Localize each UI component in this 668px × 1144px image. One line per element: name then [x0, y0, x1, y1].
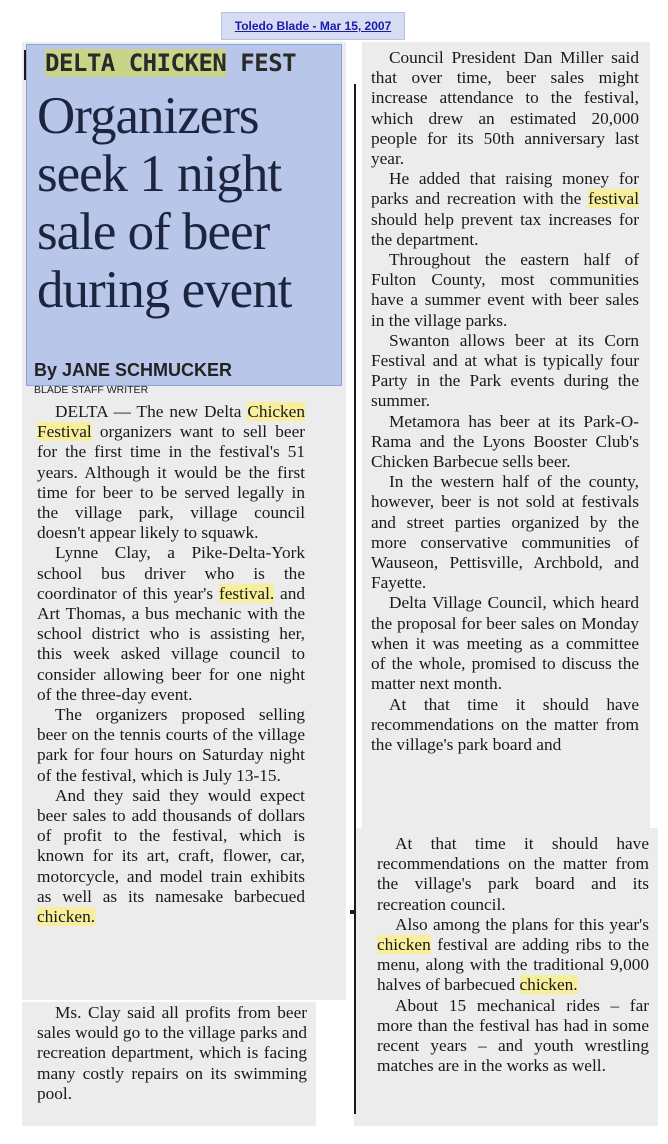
highlight: festival: [588, 189, 639, 209]
text: And they said they would expect beer sales to add thousands of dollars of profit to the festival, which is known for its art, craft, flower, car, motorcycle, and model train exhibits as well as its namesake barbecued: [37, 785, 305, 906]
paragraph: [37, 402, 305, 543]
paragraph: At that time it should have recommendations on the matter from the village's park board and: [371, 694, 639, 754]
text: Lynne Clay, a Pike-Delta-York school bus driver who is the coordinator of this year's: [37, 543, 305, 603]
column-rule-middle: [354, 84, 356, 1114]
headline-block: [26, 44, 342, 386]
kicker-rest: FEST: [226, 49, 297, 77]
highlight: Chicken Festival: [37, 402, 305, 442]
headline-line: sale of beer: [37, 203, 270, 261]
paragraph: Metamora has beer at its Park-O-Rama and the Lyons Booster Club's Chicken Barbecue sells beer.: [371, 411, 639, 472]
paragraph: [371, 169, 639, 250]
paragraph: About 15 mechanical rides – far more than the festival has had in some recent years – and youth wrestling matches are in the works as well.: [377, 995, 649, 1076]
paragraph: [37, 786, 305, 927]
headline-line: during event: [37, 261, 292, 319]
right-column: [371, 48, 639, 755]
right-column-continued: [377, 834, 649, 1076]
paragraph: Ms. Clay said all profits from beer sales would go to the village parks and recreation department, which is facing many costly repairs on its swimming pool.: [37, 1003, 307, 1103]
paragraph: Council President Dan Miller said that over time, beer sales might increase attendance to the festival, which drew an estimated 20,000 people for its 50th anniversary last year.: [371, 48, 639, 169]
highlight: chicken.: [37, 907, 96, 927]
source-link[interactable]: Toledo Blade - Mar 15, 2007: [221, 12, 405, 40]
text: and Art Thomas, a bus mechanic with the school district who is assisting her, this week asked village council to consider allowing beer for one night of the three-day event.: [37, 583, 305, 704]
text: He added that raising money for parks and recreation with the: [371, 169, 639, 209]
highlight: chicken.: [519, 975, 578, 995]
text: Also among the plans for this year's: [395, 914, 649, 934]
paragraph: The organizers proposed selling beer on the tennis courts of the village park for four hours on Saturday night of the festival, which is July 13-15.: [37, 705, 305, 785]
text: should help prevent tax increases for the department.: [371, 209, 639, 249]
column-mark: [350, 910, 354, 914]
left-column: [37, 402, 305, 927]
byline: By JANE SCHMUCKER: [34, 360, 233, 380]
headline-line: seek 1 night: [37, 145, 282, 203]
paragraph: Swanton allows beer at its Corn Festival and at what is typically four Party in the Park events during the summer.: [371, 330, 639, 411]
highlight: chicken: [377, 935, 431, 955]
paragraph: Throughout the eastern half of Fulton County, most communities have a summer event with beer sales in the village parks.: [371, 250, 639, 330]
text: DELTA — The new Delta: [55, 402, 248, 421]
text: organizers want to sell beer for the first time in the festival's 51 years. Although it would be the first time for beer to be served legally in the village park, village council doesn't appear likely to squawk.: [37, 422, 305, 543]
headline-line: Organizers: [37, 87, 259, 145]
paragraph: [37, 543, 305, 705]
byline-title: BLADE STAFF WRITER: [34, 384, 149, 396]
kicker: [45, 49, 296, 77]
left-column-continued: [37, 1003, 307, 1104]
highlight: festival.: [219, 583, 275, 603]
paragraph: Delta Village Council, which heard the proposal for beer sales on Monday when it was meeting as a committee of the whole, promised to discuss the matter next month.: [371, 593, 639, 694]
text: festival are adding ribs to the menu, along with the traditional 9,000 halves of barbecued: [377, 935, 649, 995]
paragraph: At that time it should have recommendations on the matter from the village's park board and its recreation council.: [377, 834, 649, 914]
headline: [37, 87, 337, 319]
paragraph: [377, 915, 649, 996]
kicker-highlight: DELTA CHICKEN: [45, 49, 227, 77]
paragraph: In the western half of the county, however, beer is not sold at festivals and street parties organized by the more conservative communities of Wauseon, Pettisville, Archbold, and Fayette.: [371, 472, 639, 593]
